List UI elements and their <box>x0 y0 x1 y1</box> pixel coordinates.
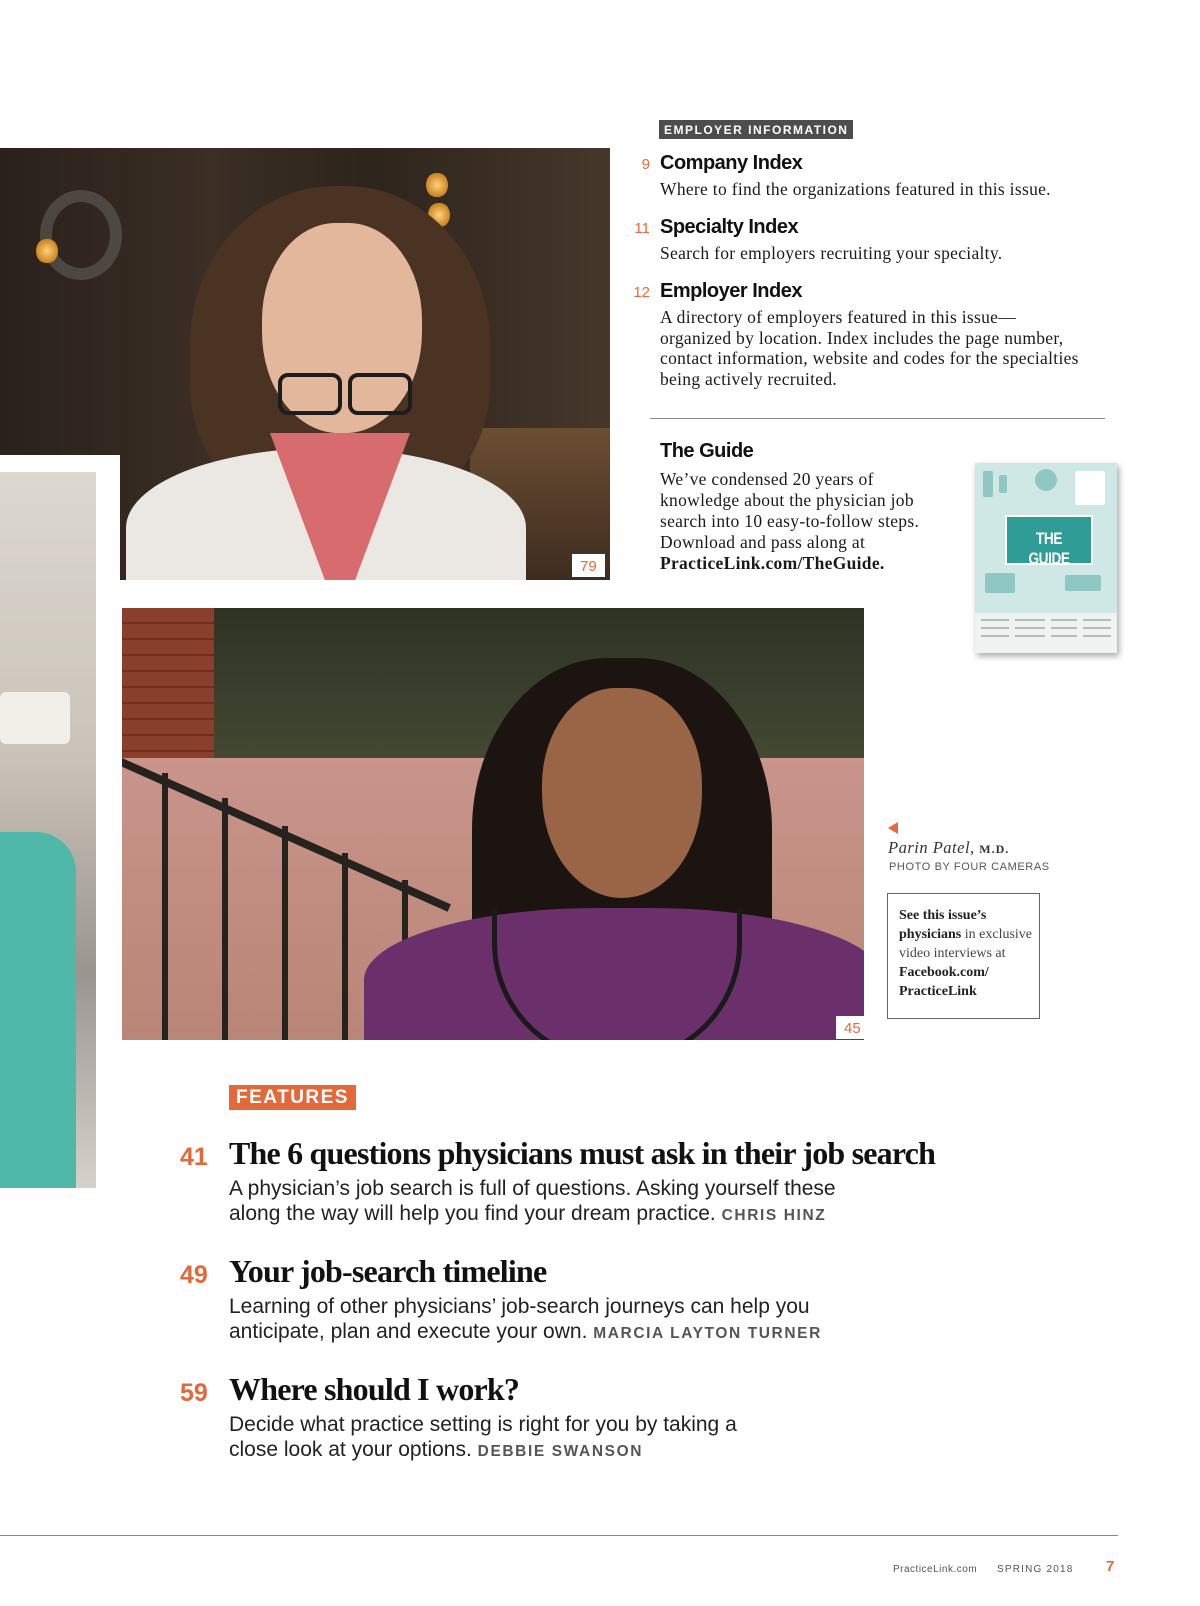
feature-title: Your job-search timeline <box>229 1253 547 1289</box>
feature-description <box>229 1412 759 1464</box>
booklet-text-line <box>1015 635 1045 637</box>
feature-title: Where should I work? <box>229 1371 520 1407</box>
callout-link[interactable]: Facebook.com/ <box>899 965 989 980</box>
photo-credit: PHOTO BY FOUR CAMERAS <box>889 861 1050 873</box>
feature-title: The 6 questions physicians must ask in their job search <box>229 1135 936 1171</box>
caption-name: Parin Patel, <box>888 838 975 857</box>
booklet-text-line <box>1051 619 1077 621</box>
guide-booklet-cover[interactable] <box>975 463 1117 653</box>
clipboard-icon <box>1075 471 1105 505</box>
feature-summary: A physician’s job search is full of questions. Asking yourself these along the way will help you find your dream practice. <box>229 1177 836 1225</box>
booklet-title: THE GUIDE <box>1028 529 1070 568</box>
feature-description <box>229 1294 869 1346</box>
section-label-features: FEATURES <box>229 1085 356 1110</box>
background-letter-decor <box>40 190 122 280</box>
entry-title: Specialty Index <box>660 216 799 238</box>
guide-description <box>660 469 950 574</box>
booklet-text-line <box>981 635 1009 637</box>
railing-bar <box>342 853 348 1040</box>
feature-author: CHRIS HINZ <box>721 1207 827 1224</box>
glasses-lens-left <box>278 373 342 415</box>
booklet-text-line <box>1015 619 1045 621</box>
page-number: 12 <box>633 284 650 301</box>
feature-description <box>229 1176 869 1228</box>
feature-page-number: 59 <box>180 1379 208 1407</box>
guide-text: We’ve condensed 20 years of knowledge about the physician job search into 10 easy-to-follow steps. Download and pass along at <box>660 469 920 552</box>
footer-issue: SPRING 2018 <box>997 1564 1074 1575</box>
stethoscope <box>492 908 742 1040</box>
pill-box-icon <box>1065 575 1101 591</box>
railing-bar <box>282 826 288 1040</box>
section-divider <box>650 418 1105 419</box>
entry-title: Company Index <box>660 152 803 174</box>
booklet-text-line <box>981 627 1009 629</box>
guide-title: The Guide <box>660 440 754 462</box>
medical-tool-icon <box>999 475 1007 493</box>
photo-frame-border <box>96 472 120 1188</box>
medical-tool-icon <box>983 471 993 497</box>
booklet-text-line <box>1051 627 1077 629</box>
photo-page-number: 45 <box>836 1016 869 1039</box>
guide-link[interactable]: PracticeLink.com/TheGuide. <box>660 553 885 573</box>
page-number: 11 <box>634 220 650 237</box>
brick-wall <box>122 608 214 768</box>
subject-scrubs <box>0 832 76 1188</box>
glasses-lens-right <box>348 373 412 415</box>
photo-caption-name <box>888 838 1009 858</box>
entry-description: A directory of employers featured in this issue— organized by location. Index includes the page number, contact information, website and codes for the specialties being actively recruited. <box>660 307 1079 389</box>
callout-text: in exclusive video interviews at <box>899 927 1033 961</box>
entry-description: Where to find the organizations featured in this issue. <box>660 179 1051 199</box>
callout-bold-text: See this issue’s physicians <box>899 908 987 942</box>
booklet-text-line <box>1083 619 1111 621</box>
feature-summary: Learning of other physicians’ job-search journeys can help you anticipate, plan and execute your own. <box>229 1295 810 1343</box>
portrait-photo-parin-patel <box>122 608 864 1040</box>
feature-author: MARCIA LAYTON TURNER <box>593 1325 822 1342</box>
surgical-lamp <box>0 692 70 744</box>
feature-page-number: 49 <box>180 1261 208 1289</box>
booklet-text-line <box>1051 635 1077 637</box>
booklet-text-line <box>1083 627 1111 629</box>
photo-frame-border <box>0 455 120 472</box>
partial-photo-left <box>0 472 96 1188</box>
subject-face <box>542 688 702 898</box>
section-label-employer-info: EMPLOYER INFORMATION <box>659 120 853 139</box>
footer-page-number: 7 <box>1106 1558 1115 1575</box>
stethoscope-icon <box>985 573 1015 593</box>
photo-page-number: 79 <box>572 554 605 577</box>
booklet-text-line <box>1083 635 1111 637</box>
entry-description: Search for employers recruiting your specialty. <box>660 243 1003 263</box>
feature-page-number: 41 <box>180 1143 208 1171</box>
feature-author: DEBBIE SWANSON <box>477 1443 644 1460</box>
booklet-banner <box>1005 515 1093 568</box>
caption-credential: M.D. <box>979 842 1010 856</box>
booklet-text-line <box>1015 627 1045 629</box>
railing-bar <box>222 798 228 1040</box>
booklet-text-line <box>981 619 1009 621</box>
video-callout-box[interactable] <box>887 893 1040 1019</box>
footer-divider <box>0 1535 1118 1536</box>
railing-bar <box>162 773 168 1040</box>
clock-icon <box>1035 469 1057 491</box>
entry-title: Employer Index <box>660 280 802 302</box>
footer-site[interactable]: PracticeLink.com <box>893 1564 978 1575</box>
page-number: 9 <box>641 156 650 173</box>
callout-link[interactable]: PracticeLink <box>899 984 977 999</box>
subject-face <box>262 223 422 433</box>
lamp-light <box>36 238 58 264</box>
feature-summary: Decide what practice setting is right for you by taking a close look at your options. <box>229 1413 737 1461</box>
lamp-light <box>426 172 448 198</box>
caption-arrow-icon <box>888 822 898 834</box>
